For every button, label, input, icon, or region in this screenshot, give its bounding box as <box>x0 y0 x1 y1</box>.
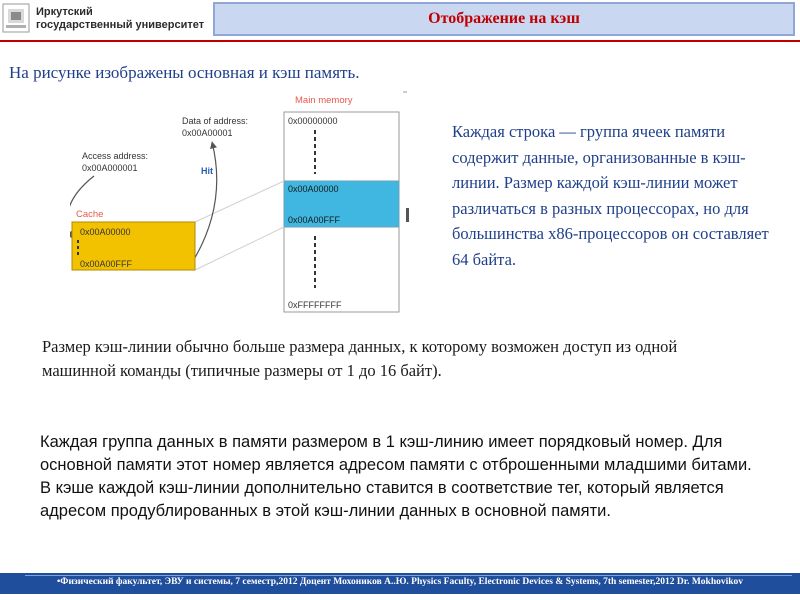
mem-address-top: 0x00000000 <box>288 116 338 126</box>
cache-bottom-address: 0x00A00FFF <box>80 259 133 269</box>
cache-label: Cache <box>76 209 104 220</box>
mapping-line-bottom <box>195 227 284 270</box>
university-logo <box>0 0 210 40</box>
mem-block-bottom-address: 0x00A00FFF <box>288 215 341 225</box>
data-of-address-label: Data of address: <box>182 116 249 126</box>
cache-top-address: 0x00A00000 <box>80 227 131 237</box>
slide-title: Отображение на кэш <box>428 10 580 27</box>
memory-block-marker <box>406 208 409 222</box>
hit-label: Hit <box>201 166 213 176</box>
mem-block-top-address: 0x00A00000 <box>288 184 339 194</box>
cache-mapping-diagram <box>70 88 415 318</box>
university-name-line1: Иркутский <box>36 6 93 18</box>
slide-title-box <box>213 2 795 36</box>
cache-line-size-paragraph: Размер кэш-линии обычно больше размера данных, к которому возможен доступ из одной машинной команды (типичные размеры от 1 до 16 байт). <box>42 337 678 380</box>
university-name-line2: государственный университет <box>36 19 205 31</box>
access-address-value: 0x00A000001 <box>82 163 138 173</box>
mapping-line-top <box>195 181 284 222</box>
mem-address-bottom: 0xFFFFFFFF <box>288 300 342 310</box>
cache-tag-paragraph: Каждая группа данных в памяти размером в 1 кэш-линию имеет порядковый номер. Для основной памяти этот номер является адресом памяти с отброшенными младшими битами. В кэше каждой кэш-линии дополнительно ставится в соответствие тег, который является адресом продублированных в этой кэш-линии данных в основной памяти. <box>40 433 752 520</box>
footer-bar <box>0 573 800 594</box>
access-address-label: Access address: <box>82 151 149 161</box>
university-emblem-icon <box>2 3 30 33</box>
intro-text: На рисунке изображены основная и кэш память. <box>9 63 360 82</box>
footer-text: •Физический факультет, ЭВУ и системы, 7 семестр,2012 Доцент Мохоников А..Ю. Physics Faculty, Electronic Devices & Systems, 7th semester,2012 Dr. Mokhovikov <box>56 577 744 587</box>
header-divider <box>0 40 800 42</box>
data-of-address-value: 0x00A00001 <box>182 128 233 138</box>
main-memory-label: Main memory <box>295 95 353 106</box>
cache-line-description: Каждая строка — группа ячеек памяти содержит данные, организованные в кэш-линии. Размер каждой кэш-линии может различаться в разных процессорах, но для большинства x86-процессоров он составляет 64 байта. <box>452 122 769 269</box>
university-name <box>36 6 204 32</box>
